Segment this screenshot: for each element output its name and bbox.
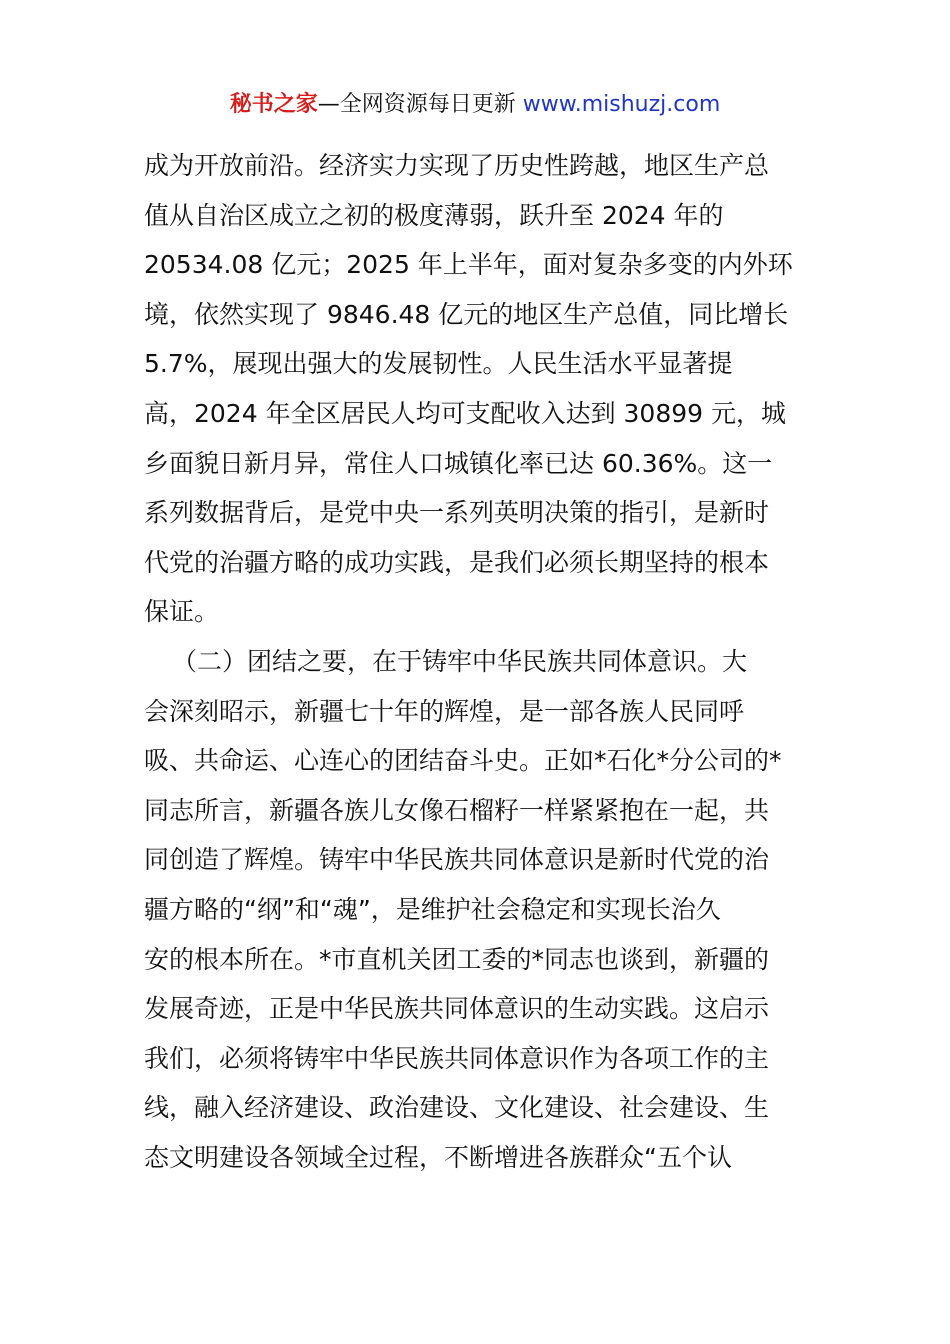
text-line: 保证。 [144, 597, 220, 627]
text-line: 同志所言，新疆各族儿女像石榴籽一样紧紧抱在一起，共 [144, 795, 770, 825]
text-line: 代党的治疆方略的成功实践，是我们必须长期坚持的根本 [144, 547, 770, 577]
text-line: 吸、共命运、心连心的团结奋斗史。正如*石化*分公司的* [144, 746, 782, 776]
text-line: 成为开放前沿。经济实力实现了历史性跨越，地区生产总 [144, 151, 770, 180]
text-line: 值从自治区成立之初的极度薄弱，跃升至 2024 年的 [144, 200, 724, 230]
site-header [0, 88, 950, 122]
text-line: 安的根本所在。*市直机关团工委的*同志也谈到，新疆的 [144, 944, 770, 974]
text-line: 高，2024 年全区居民人均可支配收入达到 30899 元，城 [144, 398, 786, 428]
brand-name: 秘书之家 [229, 92, 318, 117]
document-body [144, 148, 808, 1189]
text-line: 20534.08 亿元；2025 年上半年，面对复杂多变的内外环 [144, 250, 793, 280]
text-line: 5.7%，展现出强大的发展韧性。人民生活水平显著提 [144, 349, 733, 379]
text-line: 境，依然实现了 9846.48 亿元的地区生产总值，同比增长 [144, 299, 789, 329]
text-line: 线，融入经济建设、政治建设、文化建设、社会建设、生 [144, 1093, 770, 1123]
text-line: 系列数据背后，是党中央一系列英明决策的指引，是新时 [144, 498, 770, 528]
text-line: 发展奇迹，正是中华民族共同体意识的生动实践。这启示 [144, 994, 770, 1024]
header-tagline: —全网资源每日更新 [317, 92, 516, 117]
text-line: 疆方略的“纲”和“魂”，是维护社会稳定和实现长治久 [144, 894, 721, 924]
site-url-link[interactable]: www.mishuzj.com [522, 92, 721, 117]
text-line: 同创造了辉煌。铸牢中华民族共同体意识是新时代党的治 [144, 845, 770, 875]
text-line: 会深刻昭示，新疆七十年的辉煌，是一部各族人民同呼 [144, 696, 745, 726]
text-line: 态文明建设各领域全过程，不断增进各族群众“五个认 [144, 1142, 732, 1172]
text-line: 我们，必须将铸牢中华民族共同体意识作为各项工作的主 [144, 1043, 770, 1073]
section-heading-line: （二）团结之要，在于铸牢中华民族共同体意识。大 [172, 646, 748, 676]
text-line: 乡面貌日新月异，常住人口城镇化率已达 60.36%。这一 [144, 448, 773, 478]
